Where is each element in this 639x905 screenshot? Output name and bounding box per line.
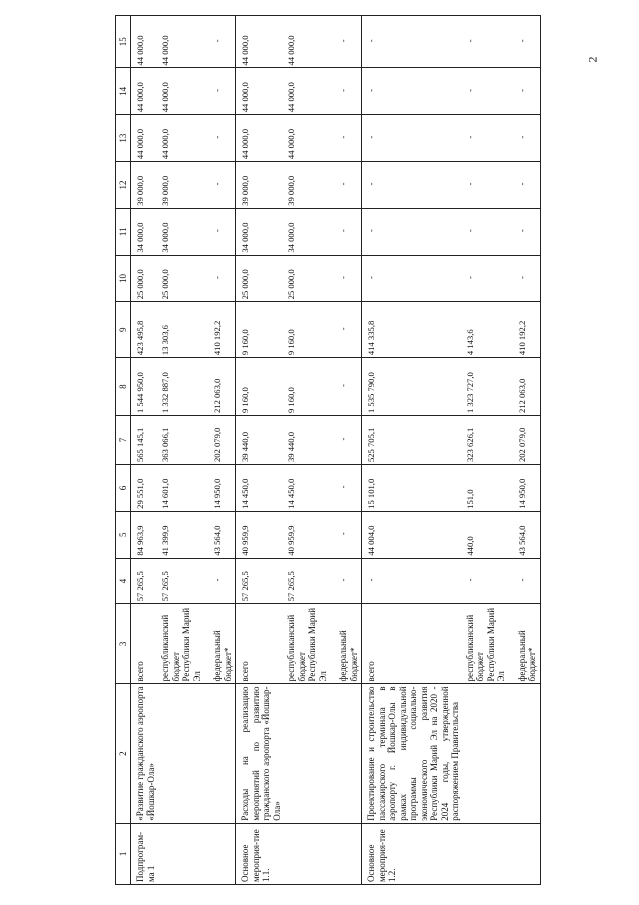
- value-cell: 39 000,0: [236, 162, 285, 209]
- funding-source: федеральный бюджет*: [330, 604, 362, 684]
- value-cell: 363 066,1: [158, 416, 204, 465]
- value-cell: 4 143,6: [463, 302, 509, 358]
- value-cell: -: [330, 302, 362, 358]
- value-cell: -: [330, 358, 362, 416]
- value-cell: 34 000,0: [284, 208, 330, 255]
- value-cell: -: [463, 115, 509, 162]
- value-cell: 202 079,0: [509, 416, 541, 465]
- value-cell: 39 440,0: [236, 416, 285, 465]
- table-row: [284, 16, 330, 885]
- col-header-1: 1: [116, 823, 131, 884]
- table-row: [509, 16, 541, 885]
- value-cell: 57 265,5: [131, 558, 159, 604]
- value-cell: -: [509, 162, 541, 209]
- value-cell: -: [362, 255, 463, 302]
- col-header-12: 12: [116, 162, 131, 209]
- budget-table: [115, 15, 541, 885]
- value-cell: -: [204, 16, 236, 69]
- value-cell: -: [330, 465, 362, 512]
- value-cell: 410 192,2: [509, 302, 541, 358]
- value-cell: 44 000,0: [236, 16, 285, 69]
- header-row: [116, 16, 131, 885]
- value-cell: 41 399,9: [158, 511, 204, 558]
- value-cell: -: [362, 68, 463, 115]
- value-cell: 1 332 887,0: [158, 358, 204, 416]
- value-cell: 44 004,0: [362, 511, 463, 558]
- col-header-5: 5: [116, 511, 131, 558]
- value-cell: 1 323 727,0: [463, 358, 509, 416]
- value-cell: -: [463, 16, 509, 69]
- value-cell: 25 000,0: [158, 255, 204, 302]
- value-cell: 14 950,0: [509, 465, 541, 512]
- table-body: [131, 16, 541, 885]
- col-header-14: 14: [116, 68, 131, 115]
- value-cell: -: [204, 162, 236, 209]
- row-label-empty: [463, 823, 509, 884]
- funding-source: федеральный бюджет*: [509, 604, 541, 684]
- value-cell: 43 564,0: [509, 511, 541, 558]
- value-cell: 14 450,0: [236, 465, 285, 512]
- value-cell: 14 601,0: [158, 465, 204, 512]
- value-cell: -: [362, 115, 463, 162]
- value-cell: 13 303,6: [158, 302, 204, 358]
- value-cell: 423 495,8: [131, 302, 159, 358]
- row-label: Основное мероприя-тие 1.2.: [362, 823, 463, 884]
- value-cell: -: [463, 558, 509, 604]
- value-cell: 44 000,0: [131, 115, 159, 162]
- col-header-8: 8: [116, 358, 131, 416]
- value-cell: 44 000,0: [236, 68, 285, 115]
- value-cell: 84 963,9: [131, 511, 159, 558]
- value-cell: 212 063,0: [509, 358, 541, 416]
- value-cell: 44 000,0: [131, 68, 159, 115]
- value-cell: -: [509, 16, 541, 69]
- funding-source: республиканский бюджет Республики Марий Эл: [463, 604, 509, 684]
- value-cell: 25 000,0: [131, 255, 159, 302]
- col-header-2: 2: [116, 684, 131, 823]
- value-cell: -: [204, 255, 236, 302]
- row-label-empty: [284, 823, 330, 884]
- value-cell: 414 335,8: [362, 302, 463, 358]
- row-description-empty: [158, 684, 204, 823]
- table-row: [236, 16, 285, 885]
- table-row: [362, 16, 463, 885]
- funding-source: всего: [131, 604, 159, 684]
- value-cell: -: [204, 208, 236, 255]
- row-label-empty: [509, 823, 541, 884]
- value-cell: 39 000,0: [284, 162, 330, 209]
- value-cell: -: [330, 115, 362, 162]
- funding-source: республиканский бюджет Республики Марий Эл: [284, 604, 330, 684]
- value-cell: -: [509, 255, 541, 302]
- value-cell: 44 000,0: [158, 115, 204, 162]
- value-cell: 9 160,0: [284, 358, 330, 416]
- funding-source: всего: [236, 604, 285, 684]
- value-cell: 44 000,0: [284, 115, 330, 162]
- value-cell: 44 000,0: [284, 68, 330, 115]
- value-cell: 9 160,0: [236, 302, 285, 358]
- value-cell: 525 705,1: [362, 416, 463, 465]
- row-description-empty: [204, 684, 236, 823]
- row-description-empty: [509, 684, 541, 823]
- value-cell: -: [204, 115, 236, 162]
- row-label: Подпрограм-ма 1: [131, 823, 159, 884]
- col-header-9: 9: [116, 302, 131, 358]
- row-description: Проектирование и строительство пассажирского терминала в аэропорту г. Йошкар-Олы в рамках индивидуальной программы социально-экономического развития Республики Марий Эл на 2020 - 2024 годы, утвержденной распоряжением Правительства: [362, 684, 463, 823]
- value-cell: 34 000,0: [236, 208, 285, 255]
- value-cell: -: [330, 511, 362, 558]
- value-cell: -: [330, 162, 362, 209]
- rotated-table-container: [115, 15, 620, 885]
- value-cell: -: [509, 208, 541, 255]
- value-cell: 44 000,0: [284, 16, 330, 69]
- value-cell: -: [204, 558, 236, 604]
- row-label-empty: [330, 823, 362, 884]
- value-cell: -: [463, 68, 509, 115]
- value-cell: -: [330, 208, 362, 255]
- value-cell: 39 440,0: [284, 416, 330, 465]
- value-cell: -: [509, 115, 541, 162]
- value-cell: -: [362, 558, 463, 604]
- value-cell: 151,0: [463, 465, 509, 512]
- value-cell: 14 950,0: [204, 465, 236, 512]
- page-number: 2: [585, 56, 600, 63]
- value-cell: 212 063,0: [204, 358, 236, 416]
- value-cell: -: [362, 208, 463, 255]
- value-cell: -: [330, 416, 362, 465]
- col-header-7: 7: [116, 416, 131, 465]
- value-cell: 1 544 950,0: [131, 358, 159, 416]
- value-cell: 410 192,2: [204, 302, 236, 358]
- table-row: [463, 16, 509, 885]
- value-cell: 57 265,5: [236, 558, 285, 604]
- value-cell: 565 145,1: [131, 416, 159, 465]
- value-cell: 44 000,0: [158, 68, 204, 115]
- value-cell: 25 000,0: [236, 255, 285, 302]
- value-cell: 40 959,9: [284, 511, 330, 558]
- table-row: [158, 16, 204, 885]
- col-header-11: 11: [116, 208, 131, 255]
- value-cell: 40 959,9: [236, 511, 285, 558]
- row-description-empty: [330, 684, 362, 823]
- value-cell: 25 000,0: [284, 255, 330, 302]
- value-cell: 440,0: [463, 511, 509, 558]
- value-cell: -: [362, 162, 463, 209]
- value-cell: 44 000,0: [158, 16, 204, 69]
- value-cell: -: [204, 68, 236, 115]
- row-description: «Развитие гражданского аэропорта «Йошкар-Ола»: [131, 684, 159, 823]
- row-description-empty: [284, 684, 330, 823]
- row-label-empty: [158, 823, 204, 884]
- value-cell: 39 000,0: [131, 162, 159, 209]
- value-cell: -: [509, 558, 541, 604]
- value-cell: 44 000,0: [131, 16, 159, 69]
- value-cell: -: [463, 255, 509, 302]
- value-cell: 1 535 790,0: [362, 358, 463, 416]
- table-row: [131, 16, 159, 885]
- col-header-15: 15: [116, 16, 131, 69]
- value-cell: 9 160,0: [284, 302, 330, 358]
- value-cell: 34 000,0: [131, 208, 159, 255]
- col-header-3: 3: [116, 604, 131, 684]
- table-row: [204, 16, 236, 885]
- value-cell: 43 564,0: [204, 511, 236, 558]
- value-cell: -: [463, 162, 509, 209]
- value-cell: 9 160,0: [236, 358, 285, 416]
- rotated-table-viewport: [115, 15, 620, 885]
- value-cell: 15 101,0: [362, 465, 463, 512]
- value-cell: -: [330, 68, 362, 115]
- value-cell: 29 551,0: [131, 465, 159, 512]
- row-description-empty: [463, 684, 509, 823]
- value-cell: -: [330, 255, 362, 302]
- value-cell: 202 079,0: [204, 416, 236, 465]
- value-cell: 323 626,1: [463, 416, 509, 465]
- funding-source: федеральный бюджет*: [204, 604, 236, 684]
- value-cell: 57 265,5: [284, 558, 330, 604]
- row-label: Основное мероприя-тие 1.1.: [236, 823, 285, 884]
- funding-source: республиканский бюджет Республики Марий Эл: [158, 604, 204, 684]
- table-row: [330, 16, 362, 885]
- value-cell: -: [509, 68, 541, 115]
- row-description: Расходы на реализацию мероприятий по развитию гражданского аэропорта «Йошкар-Ола»: [236, 684, 285, 823]
- value-cell: 44 000,0: [236, 115, 285, 162]
- value-cell: -: [330, 16, 362, 69]
- col-header-13: 13: [116, 115, 131, 162]
- value-cell: -: [362, 16, 463, 69]
- row-label-empty: [204, 823, 236, 884]
- value-cell: 57 265,5: [158, 558, 204, 604]
- col-header-10: 10: [116, 255, 131, 302]
- value-cell: -: [330, 558, 362, 604]
- col-header-4: 4: [116, 558, 131, 604]
- value-cell: 39 000,0: [158, 162, 204, 209]
- value-cell: -: [463, 208, 509, 255]
- value-cell: 14 450,0: [284, 465, 330, 512]
- value-cell: 34 000,0: [158, 208, 204, 255]
- funding-source: всего: [362, 604, 463, 684]
- col-header-6: 6: [116, 465, 131, 512]
